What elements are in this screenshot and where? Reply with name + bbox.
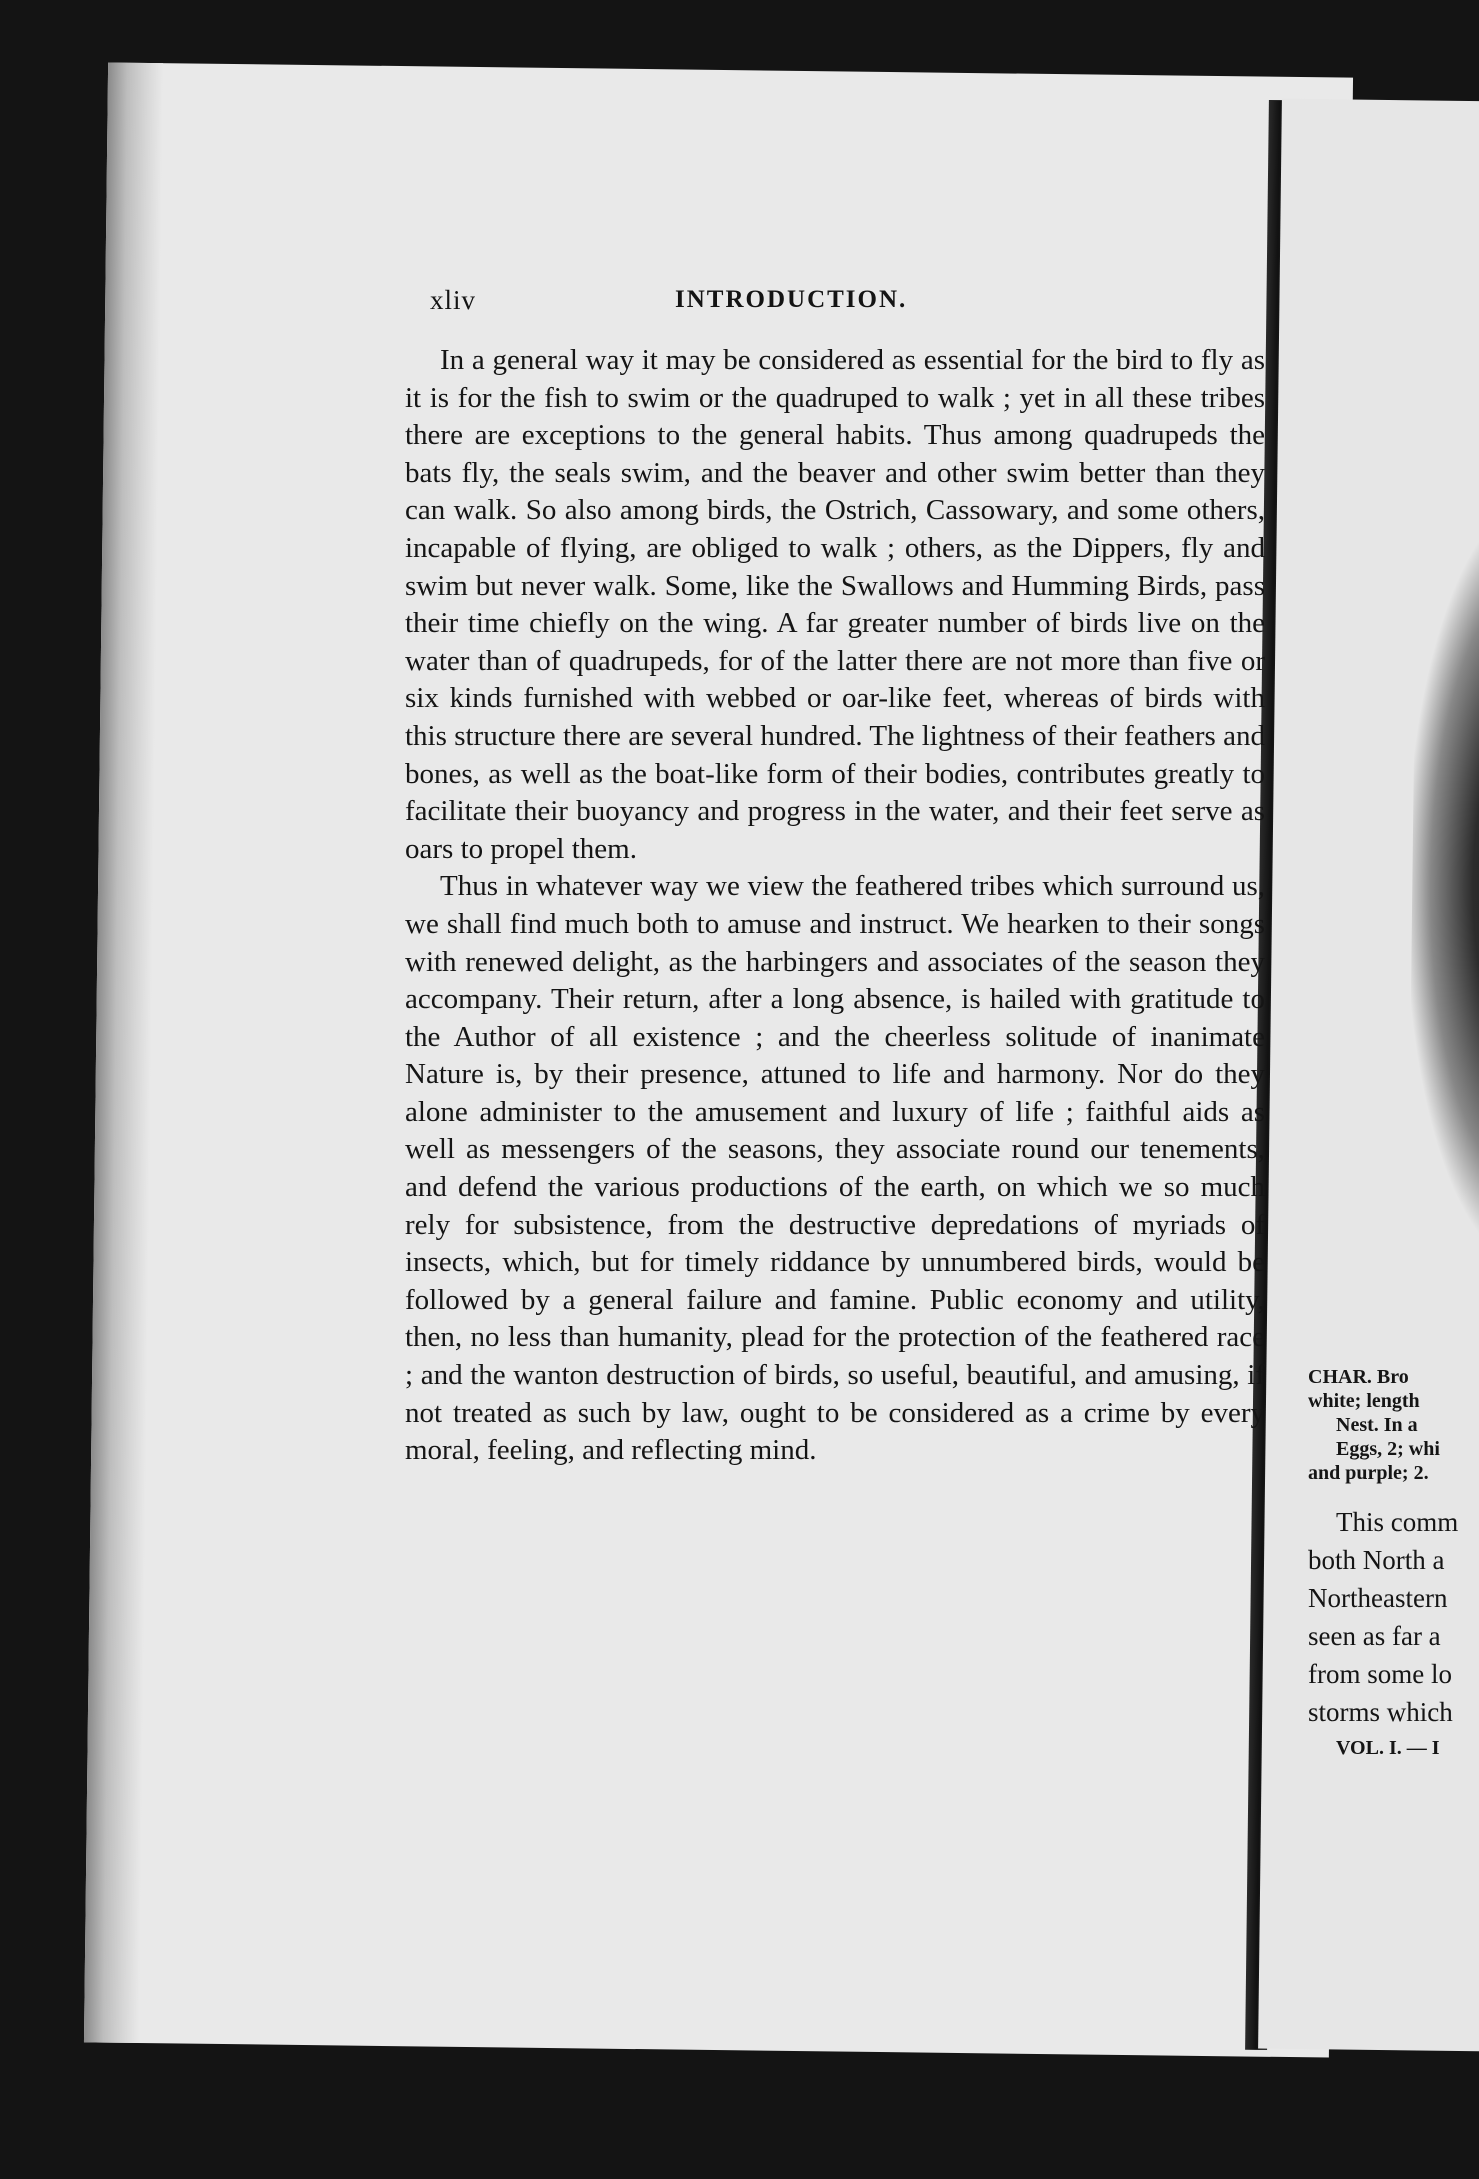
caption-line: Nest. In a bbox=[1336, 1414, 1418, 1436]
facing-text-line: This comm bbox=[1336, 1507, 1459, 1537]
page-edge-shadow bbox=[84, 62, 163, 2043]
page-number: xliv bbox=[430, 284, 477, 315]
facing-text-line: seen as far a bbox=[1308, 1621, 1441, 1651]
running-head-title: INTRODUCTION. bbox=[675, 286, 908, 313]
bird-illustration-fragment bbox=[1408, 520, 1479, 1241]
facing-text-line: storms which bbox=[1308, 1697, 1453, 1727]
body-text bbox=[405, 342, 1265, 1470]
facing-text-line: Northeastern bbox=[1308, 1583, 1448, 1613]
volume-signature: VOL. I. — I bbox=[1336, 1737, 1440, 1759]
facing-page-text bbox=[1308, 1365, 1479, 1760]
paragraph-2: Thus in whatever way we view the feathered tribes which surround us, we shall find much both to amuse and instruct. We hearken to their songs with renewed delight, as the harbingers and associates of the season they accompany. Their return, after a long absence, is hailed with gratitude to the Author of all existence ; and the cheerless solitude of inanimate Nature is, by their presence, attuned to life and harmony. Nor do they alone administer to the amusement and luxury of life ; faithful aids as well as messengers of the seasons, they associate round our tenements, and defend the various productions of the earth, on which we so much rely for subsistence, from the destructive depredations of myriads of insects, which, but for timely riddance by unnumbered birds, would be followed by a general failure and famine. Public economy and utility, then, no less than humanity, plead for the protection of the feathered race ; and the wanton destruction of birds, so useful, beautiful, and amusing, if not treated as such by law, ought to be considered as a crime by every moral, feeling, and reflecting mind. bbox=[405, 870, 1265, 1467]
paragraph-1: In a general way it may be considered as essential for the bird to fly as it is for the fish to swim or the quadruped to walk ; yet in all these tribes there are exceptions to the general habits. Thus among quadrupeds the bats fly, the seals swim, and the beaver and other swim better than they can walk. So also among birds, the Ostrich, Cassowary, and some others, incapable of flying, are obliged to walk ; others, as the Dippers, fly and swim but never walk. Some, like the Swallows and Humming Birds, pass their time chiefly on the wing. A far greater number of birds live on the water than of quadrupeds, for of the latter there are not more than five or six kinds furnished with webbed or oar-like feet, whereas of birds with this structure there are several hundred. The lightness of their feathers and bones, as well as the boat-like form of their bodies, contributes greatly to facilitate their buoyancy and progress in the water, and their feet serve as oars to propel them. bbox=[405, 344, 1265, 865]
caption-line: Eggs, 2; whi bbox=[1336, 1438, 1440, 1460]
caption-line: and purple; 2. bbox=[1308, 1462, 1429, 1484]
facing-text-line: both North a bbox=[1308, 1545, 1445, 1575]
facing-text-line: from some lo bbox=[1308, 1659, 1452, 1689]
caption-line: white; length bbox=[1308, 1390, 1420, 1412]
caption-line: CHAR. Bro bbox=[1308, 1366, 1409, 1388]
running-head bbox=[430, 280, 1130, 320]
